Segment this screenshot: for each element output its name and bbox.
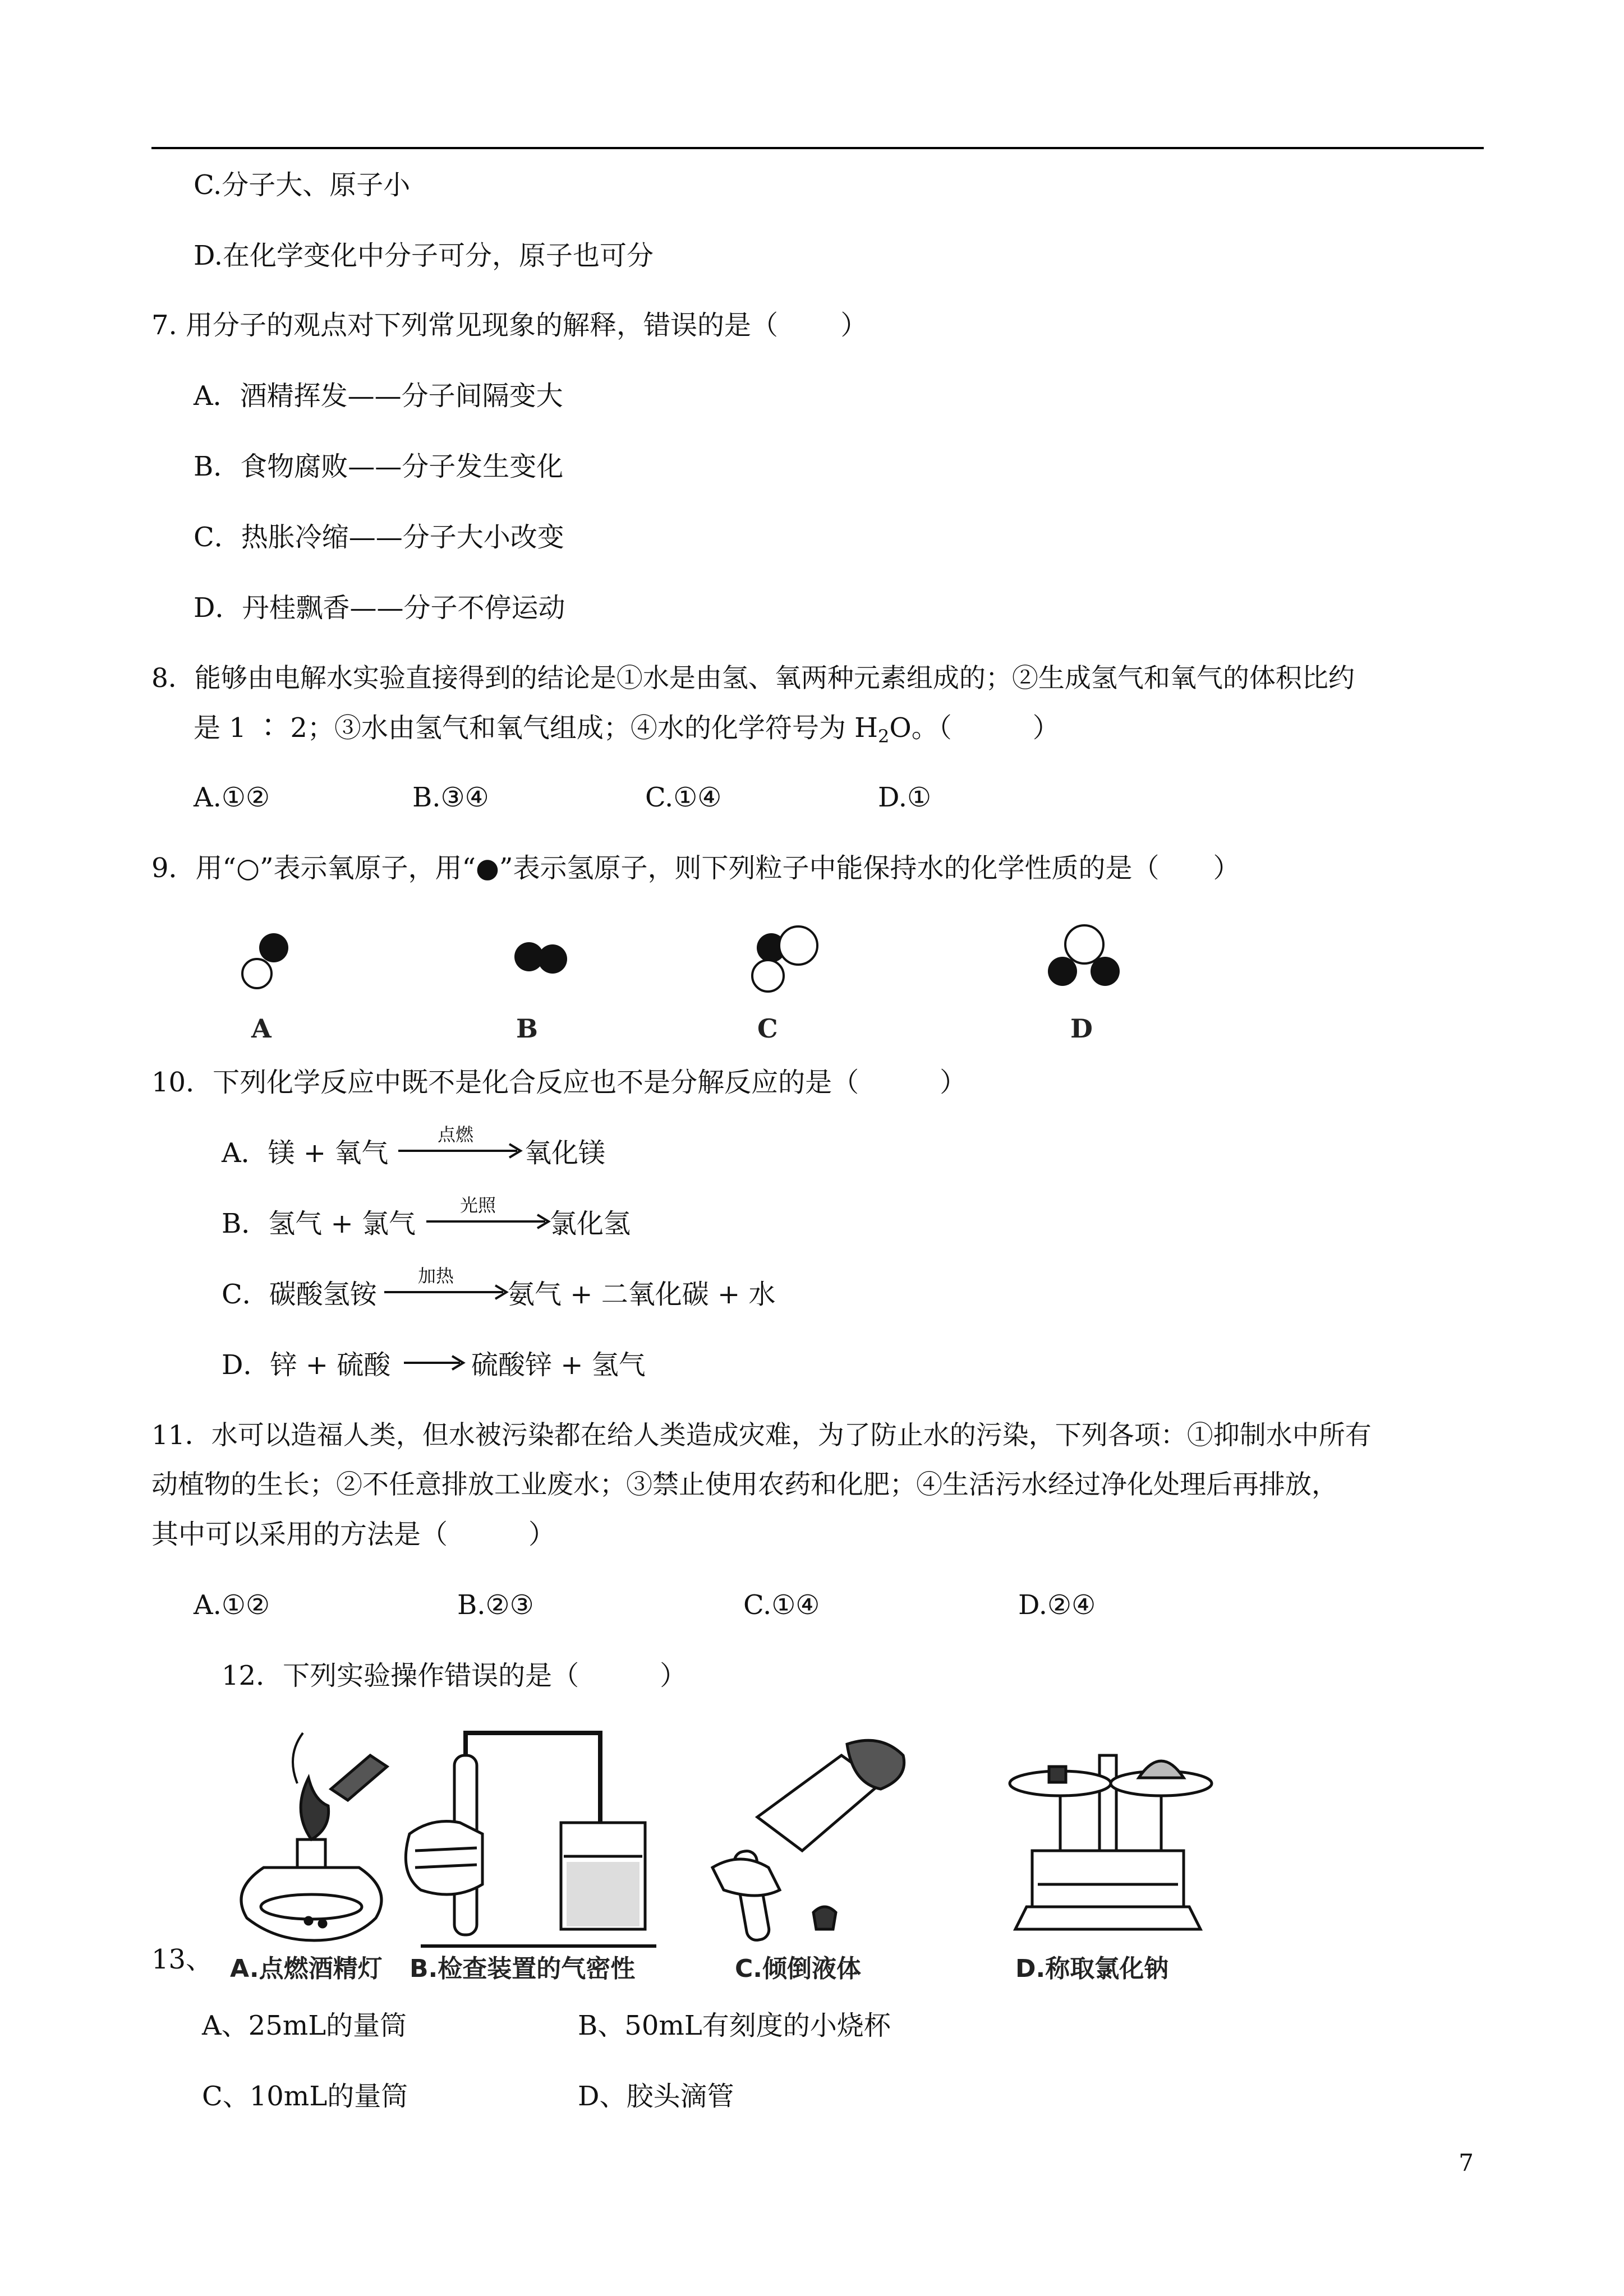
- molecule-d: [1048, 925, 1120, 1044]
- question-12-stem: 12．下列实验操作错误的是（ ）: [222, 1660, 687, 1691]
- q10-a-condition: 点燃: [438, 1124, 474, 1145]
- question-8-option-b: B.③④: [412, 782, 489, 813]
- molecule-c-label: C: [757, 1013, 778, 1044]
- q10-c-condition: 加热: [418, 1265, 454, 1287]
- molecule-a: [242, 933, 288, 1044]
- question-9-stem: 9．用“○”表示氧原子，用“●”表示氢原子，则下列粒子中能保持水的化学性质的是（ ）: [151, 852, 1240, 884]
- molecule-b-label: B: [516, 1013, 538, 1044]
- question-8-option-d: D.①: [878, 782, 932, 813]
- header-rule: [151, 147, 1484, 149]
- lab-figure-a: [241, 1733, 387, 1940]
- question-13-number: 13、: [151, 1944, 213, 1975]
- lab-figure-d: [1010, 1755, 1212, 1929]
- question-11-line2: 动植物的生长；②不任意排放工业废水；③禁止使用农药和化肥；④生活污水经过净化处理后再排放，: [151, 1469, 1338, 1500]
- question-7-option-d: D．丹桂飘香——分子不停运动: [194, 592, 565, 624]
- molecule-d-label: D: [1070, 1013, 1093, 1044]
- lab-caption-b: B.检查装置的气密性: [410, 1954, 636, 1983]
- q10-c-product: 氨气 + 二氧化碳 + 水: [508, 1279, 776, 1310]
- question-11-option-c: C.①④: [743, 1589, 820, 1621]
- q10-d-product: 硫酸锌 + 氢气: [471, 1349, 646, 1381]
- option-d-prev: D.在化学变化中分子可分，原子也可分: [194, 240, 654, 271]
- question-11-option-b: B.②③: [457, 1589, 534, 1621]
- question-7-option-b: B．食物腐败——分子发生变化: [194, 451, 564, 482]
- lab-caption-c: C.倾倒液体: [735, 1954, 862, 1983]
- lab-caption-a: A.点燃酒精灯: [230, 1954, 383, 1983]
- lab-caption-d: D.称取氯化钠: [1015, 1954, 1169, 1983]
- q10-a-arrow: [398, 1122, 527, 1172]
- q10-d-reactants: D．锌 + 硫酸: [222, 1349, 391, 1381]
- molecule-c: [752, 926, 817, 1044]
- question-7-stem: 7. 用分子的观点对下列常见现象的解释，错误的是（ ）: [151, 310, 868, 341]
- question-8-stem-line1: 8．能够由电解水实验直接得到的结论是①水是由氢、氧两种元素组成的；②生成氢气和氧气的体积比约: [151, 663, 1355, 694]
- molecule-b: [514, 942, 567, 1044]
- q10-d-arrow: [404, 1334, 471, 1384]
- option-c-prev: C.分子大、原子小: [194, 169, 411, 201]
- question-11-line1: 11．水可以造福人类，但水被污染都在给人类造成灾难，为了防止水的污染，下列各项：①抑制水中所有: [151, 1420, 1372, 1451]
- question-8-option-c: C.①④: [645, 782, 722, 813]
- question-13-option-a: A、25mL的量筒: [202, 2010, 407, 2041]
- question-11-line3: 其中可以采用的方法是（ ）: [151, 1519, 556, 1550]
- page-number: 7: [1459, 2149, 1474, 2177]
- question-8-stem-line2: 是 1 ∶ 2；③水由氢气和氧气组成；④水的化学符号为 $H_2O$。（ ）: [194, 712, 1060, 747]
- q10-c-arrow: [384, 1263, 513, 1313]
- question-7-option-c: C．热胀冷缩——分子大小改变: [194, 522, 564, 553]
- question-11-option-a: A.①②: [194, 1589, 270, 1621]
- q10-b-product: 氯化氢: [550, 1208, 631, 1239]
- q9-molecule-figures: [202, 920, 1156, 1054]
- q10-b-reactants: B．氢气 + 氯气: [222, 1208, 416, 1239]
- question-13-option-b: B、50mL有刻度的小烧杯: [578, 2010, 891, 2041]
- q10-b-condition: 光照: [460, 1195, 496, 1216]
- molecule-a-label: A: [251, 1013, 272, 1044]
- lab-figure-b: [406, 1733, 656, 1946]
- question-13-option-c: C、10mL的量筒: [202, 2081, 408, 2112]
- question-11-option-d: D.②④: [1018, 1589, 1096, 1621]
- q12-lab-figures: [219, 1722, 1240, 1985]
- q10-a-product: 氧化镁: [525, 1137, 606, 1169]
- question-7-option-a: A．酒精挥发——分子间隔变大: [194, 380, 563, 412]
- lab-figure-c: [712, 1740, 904, 1942]
- question-10-stem: 10．下列化学反应中既不是化合反应也不是分解反应的是（ ）: [151, 1067, 967, 1098]
- question-8-option-a: A.①②: [194, 782, 270, 813]
- q10-c-reactants: C．碳酸氢铵: [222, 1279, 377, 1310]
- q10-a-reactants: A．镁 + 氧气: [222, 1137, 389, 1169]
- q10-b-arrow: [426, 1192, 555, 1243]
- question-13-option-d: D、胶头滴管: [578, 2081, 734, 2112]
